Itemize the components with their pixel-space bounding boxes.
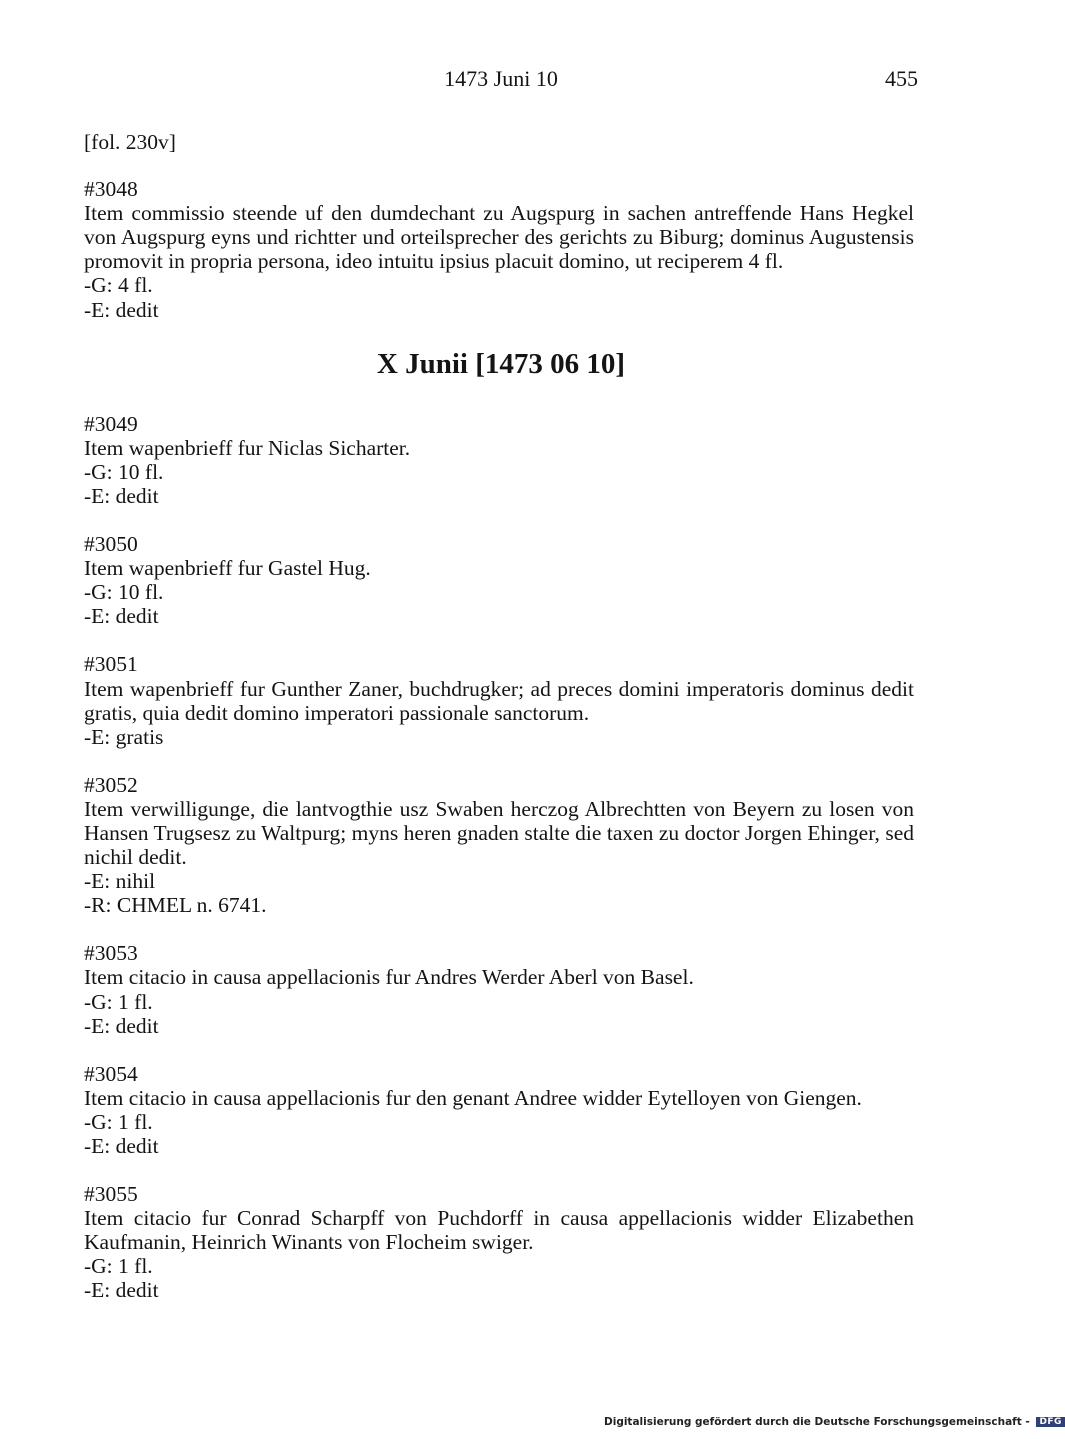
entry-note: -E: dedit (84, 604, 159, 629)
page-content (84, 130, 914, 1327)
entry-note: -R: CHMEL n. 6741. (84, 893, 267, 918)
entry-note: -E: dedit (84, 297, 159, 322)
dfg-logo: DFG (1036, 1417, 1065, 1427)
entry-note: -E: dedit (84, 1013, 159, 1038)
entry-note: -G: 4 fl. (84, 273, 153, 298)
entry-text: Item wapenbrieff fur Gastel Hug. (84, 556, 371, 581)
entry-text: Item citacio in causa appellacionis fur den genant Andree widder Eytelloyen von Giengen. (84, 1085, 862, 1110)
entry-number: #3051 (84, 652, 138, 677)
entry-note: -E: dedit (84, 1278, 159, 1303)
entry-text: Item verwilligunge, die lantvogthie usz Swaben herczog Albrechtten von Beyern zu losen von Hansen Trugsesz zu Waltpurg; myns heren gnaden stalte die taxen zu doctor Jorgen Ehinger, sed nichil dedit. (84, 796, 914, 870)
entry-3050 (84, 532, 914, 628)
entry-number: #3049 (84, 411, 138, 436)
entry-3048 (84, 177, 914, 322)
entry-note: -G: 10 fl. (84, 459, 164, 484)
entry-number: #3052 (84, 772, 138, 797)
entry-note: -E: dedit (84, 483, 159, 508)
funding-footer (604, 1416, 1065, 1428)
folio-reference: [fol. 230v] (84, 130, 176, 154)
entry-3055 (84, 1182, 914, 1302)
funding-text: Digitalisierung gefördert durch die Deutsche Forschungsgemeinschaft - (604, 1416, 1030, 1428)
entry-3053 (84, 941, 914, 1037)
entry-text: Item commissio steende uf den dumdechant zu Augspurg in sachen antreffende Hans Hegkel von Augspurg eyns und richtter und orteilsprecher des gerichts zu Biburg; dominus Augustensis promovit in propria persona, ideo intuitu ipsius placuit domino, ut reciperem 4 fl. (84, 201, 914, 274)
entry-number: #3054 (84, 1061, 138, 1086)
entry-note: -G: 1 fl. (84, 1109, 153, 1134)
entry-3051 (84, 652, 914, 748)
entry-number: #3048 (84, 177, 138, 202)
page-number: 455 (885, 66, 918, 91)
page-header (84, 66, 918, 100)
entry-note: -E: gratis (84, 724, 164, 749)
entry-note: -G: 10 fl. (84, 580, 164, 605)
entry-note: -E: nihil (84, 869, 156, 894)
entry-text: Item citacio in causa appellacionis fur Andres Werder Aberl von Basel. (84, 965, 694, 990)
entry-text: Item wapenbrieff fur Gunther Zaner, buchdrugker; ad preces domini imperatoris dominus dedit gratis, quia dedit domino imperatori passionale sanctorum. (84, 676, 914, 725)
entry-number: #3053 (84, 941, 138, 966)
entry-3049 (84, 412, 914, 508)
entry-text: Item wapenbrieff fur Niclas Sicharter. (84, 435, 411, 460)
entry-note: -E: dedit (84, 1134, 159, 1158)
entry-note: -G: 1 fl. (84, 989, 153, 1014)
entry-3054 (84, 1062, 914, 1158)
entry-text: Item citacio fur Conrad Scharpff von Puchdorff in causa appellacionis widder Elizabethen Kaufmanin, Heinrich Winants von Flocheim swiger. (84, 1206, 914, 1255)
entry-note: -G: 1 fl. (84, 1254, 153, 1279)
date-heading: X Junii [1473 06 10] (376, 347, 626, 380)
entry-number: #3055 (84, 1182, 138, 1207)
entry-number: #3050 (84, 532, 138, 557)
running-title: 1473 Juni 10 (444, 66, 558, 91)
entry-3052 (84, 773, 914, 918)
